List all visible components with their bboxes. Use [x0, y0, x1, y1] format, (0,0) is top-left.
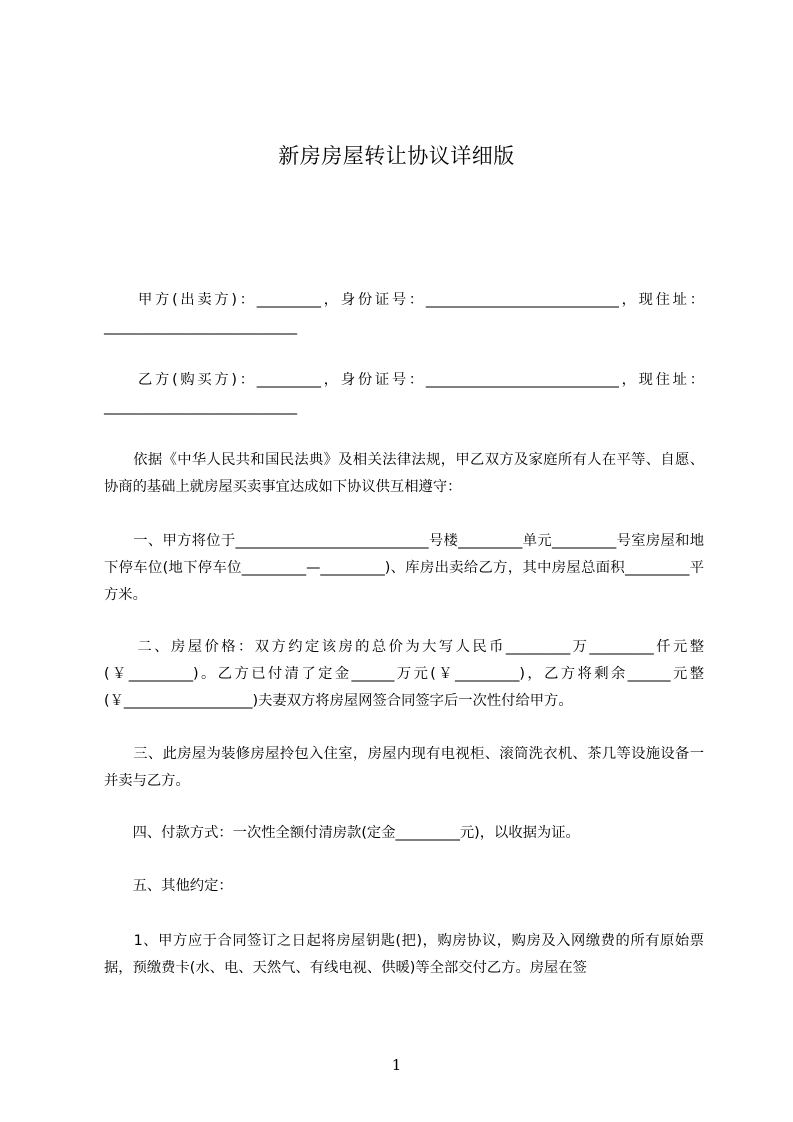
- clause-5-item-1-paragraph: 1、甲方应于合同签订之日起将房屋钥匙(把)，购房协议，购房及入网缴费的所有原始票据，预缴费卡(水、电、天然气、有线电视、供暖)等全部交付乙方。房屋在签: [104, 933, 704, 976]
- clause-1-paragraph: 一、甲方将位于___________________________号楼_________单元_________号室房屋和地下停车位(地下停车位_________—_________)、库房出卖给乙方，其中房屋总面积_________平方米。: [104, 533, 704, 603]
- legal-basis-paragraph: 依据《中华人民共和国民法典》及相关法律法规，甲乙双方及家庭所有人在平等、自愿、协商的基础上就房屋买卖事宜达成如下协议供互相遵守：: [104, 452, 704, 495]
- clause-3-paragraph: 三、此房屋为装修房屋拎包入住室，房屋内现有电视柜、滚筒洗衣机、茶几等设施设备一并卖与乙方。: [104, 746, 704, 789]
- page-number: 1: [391, 1056, 402, 1074]
- clause-2-paragraph: 二、房屋价格：双方约定该房的总价为大写人民币_________万_________仟元整(￥_________)。乙方已付清了定金______万元(￥_________)，乙方将剩余______元整(￥__________________)夫妻双方将房屋网签合同签字后一次性付给甲方。: [104, 639, 704, 709]
- document-title: 新房房屋转让协议详细版: [278, 144, 515, 168]
- party-a-paragraph: 甲方(出卖方)：_________，身份证号：___________________________，现住址：___________________________: [104, 292, 704, 335]
- clause-4-paragraph: 四、付款方式：一次性全额付清房款(定金_________元)，以收据为证。: [104, 825, 580, 841]
- party-b-paragraph: 乙方(购买方)：_________，身份证号：___________________________，现住址：___________________________: [104, 372, 704, 415]
- clause-5-heading: 五、其他约定：: [104, 878, 233, 894]
